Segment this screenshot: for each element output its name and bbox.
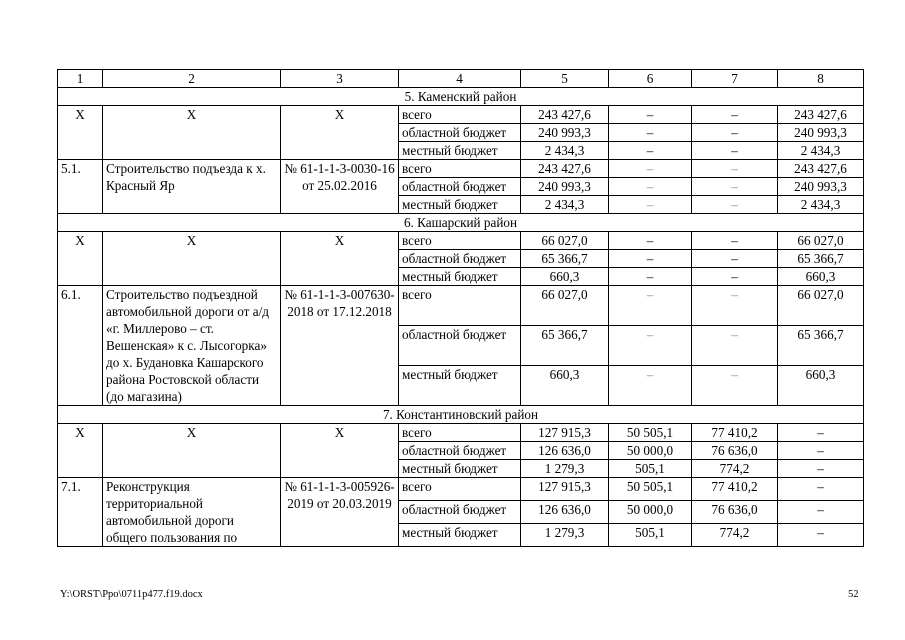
amount-cell: 65 366,7	[778, 250, 864, 268]
amount-cell: –	[692, 160, 778, 178]
object-name: X	[103, 232, 281, 286]
amount-cell: 240 993,3	[521, 124, 609, 142]
header-cell: 6	[609, 70, 692, 88]
section-title: 5. Каменский район	[58, 88, 864, 106]
amount-cell: 660,3	[521, 268, 609, 286]
document-number: X	[281, 106, 399, 160]
item-row	[58, 160, 864, 178]
amount-cell: 240 993,3	[778, 124, 864, 142]
document-number: X	[281, 232, 399, 286]
amount-cell: –	[778, 460, 864, 478]
document-number: № 61-1-1-3-007630-2018 от 17.12.2018	[281, 286, 399, 406]
amount-cell: 66 027,0	[521, 286, 609, 326]
budget-source: областной бюджет	[399, 250, 521, 268]
object-name: Строительство подъезда к х. Красный Яр	[103, 160, 281, 214]
row-number: 7.1.	[58, 478, 103, 547]
budget-source: местный бюджет	[399, 524, 521, 547]
header-cell: 2	[103, 70, 281, 88]
section-title: 6. Кашарский район	[58, 214, 864, 232]
amount-cell: 77 410,2	[692, 424, 778, 442]
amount-cell: –	[692, 178, 778, 196]
budget-source: областной бюджет	[399, 442, 521, 460]
amount-cell: 76 636,0	[692, 501, 778, 524]
amount-cell: 243 427,6	[778, 160, 864, 178]
amount-cell: 660,3	[778, 366, 864, 406]
amount-cell: 243 427,6	[521, 106, 609, 124]
amount-cell: 2 434,3	[521, 142, 609, 160]
amount-cell: –	[609, 178, 692, 196]
amount-cell: –	[692, 232, 778, 250]
amount-cell: 76 636,0	[692, 442, 778, 460]
amount-cell: –	[778, 501, 864, 524]
amount-cell: –	[609, 142, 692, 160]
budget-source: местный бюджет	[399, 142, 521, 160]
amount-cell: 240 993,3	[778, 178, 864, 196]
amount-cell: 126 636,0	[521, 501, 609, 524]
amount-cell: –	[692, 286, 778, 326]
amount-cell: –	[609, 250, 692, 268]
amount-cell: 126 636,0	[521, 442, 609, 460]
amount-cell: –	[609, 196, 692, 214]
document-number: X	[281, 424, 399, 478]
amount-cell: 50 505,1	[609, 478, 692, 501]
row-number: X	[58, 106, 103, 160]
total-row	[58, 232, 864, 250]
budget-source: всего	[399, 424, 521, 442]
total-row	[58, 106, 864, 124]
budget-source: областной бюджет	[399, 326, 521, 366]
section-title: 7. Константиновский район	[58, 406, 864, 424]
amount-cell: –	[609, 124, 692, 142]
amount-cell: 240 993,3	[521, 178, 609, 196]
amount-cell: 127 915,3	[521, 424, 609, 442]
amount-cell: –	[692, 124, 778, 142]
amount-cell: 660,3	[521, 366, 609, 406]
amount-cell: –	[692, 106, 778, 124]
amount-cell: –	[692, 366, 778, 406]
amount-cell: 50 505,1	[609, 424, 692, 442]
footer-file-path: Y:\ORST\Ppo\0711p477.f19.docx	[60, 589, 203, 600]
budget-source: всего	[399, 232, 521, 250]
amount-cell: 50 000,0	[609, 501, 692, 524]
amount-cell: 1 279,3	[521, 524, 609, 547]
amount-cell: 774,2	[692, 460, 778, 478]
amount-cell: 505,1	[609, 524, 692, 547]
budget-source: всего	[399, 478, 521, 501]
budget-source: областной бюджет	[399, 178, 521, 196]
amount-cell: –	[692, 196, 778, 214]
budget-source: областной бюджет	[399, 501, 521, 524]
amount-cell: 2 434,3	[521, 196, 609, 214]
amount-cell: 66 027,0	[521, 232, 609, 250]
amount-cell: 2 434,3	[778, 142, 864, 160]
amount-cell: 65 366,7	[521, 250, 609, 268]
amount-cell: –	[778, 424, 864, 442]
amount-cell: 1 279,3	[521, 460, 609, 478]
document-number: № 61-1-1-3-0030-16 от 25.02.2016	[281, 160, 399, 214]
header-cell: 7	[692, 70, 778, 88]
amount-cell: –	[609, 232, 692, 250]
amount-cell: –	[609, 366, 692, 406]
budget-source: областной бюджет	[399, 124, 521, 142]
amount-cell: 2 434,3	[778, 196, 864, 214]
budget-table	[57, 69, 864, 547]
amount-cell: –	[609, 106, 692, 124]
object-name: Реконструкция территориальной автомобильной дороги общего пользования по	[103, 478, 281, 547]
budget-source: всего	[399, 106, 521, 124]
object-name: Строительство подъездной автомобильной дороги от а/д «г. Миллерово – ст. Вешенская» к с. Лысогорка» до х. Будановка Кашарского района Ростовской области (до магазина)	[103, 286, 281, 406]
object-name: X	[103, 424, 281, 478]
budget-source: всего	[399, 286, 521, 326]
amount-cell: –	[692, 142, 778, 160]
amount-cell: –	[778, 524, 864, 547]
amount-cell: 774,2	[692, 524, 778, 547]
amount-cell: 505,1	[609, 460, 692, 478]
amount-cell: 127 915,3	[521, 478, 609, 501]
header-row	[58, 70, 864, 88]
budget-source: местный бюджет	[399, 196, 521, 214]
header-cell: 1	[58, 70, 103, 88]
amount-cell: –	[609, 326, 692, 366]
amount-cell: 65 366,7	[778, 326, 864, 366]
budget-source: местный бюджет	[399, 460, 521, 478]
section-title-row	[58, 214, 864, 232]
amount-cell: 77 410,2	[692, 478, 778, 501]
amount-cell: –	[609, 286, 692, 326]
amount-cell: 65 366,7	[521, 326, 609, 366]
item-row	[58, 478, 864, 501]
amount-cell: 243 427,6	[521, 160, 609, 178]
item-row	[58, 286, 864, 326]
page-number: 52	[848, 589, 859, 600]
amount-cell: 660,3	[778, 268, 864, 286]
row-number: 5.1.	[58, 160, 103, 214]
amount-cell: 66 027,0	[778, 232, 864, 250]
document-number: № 61-1-1-3-005926-2019 от 20.03.2019	[281, 478, 399, 547]
amount-cell: –	[692, 250, 778, 268]
budget-source: местный бюджет	[399, 366, 521, 406]
header-cell: 8	[778, 70, 864, 88]
amount-cell: 243 427,6	[778, 106, 864, 124]
header-cell: 3	[281, 70, 399, 88]
amount-cell: –	[692, 268, 778, 286]
budget-source: всего	[399, 160, 521, 178]
total-row	[58, 424, 864, 442]
amount-cell: –	[778, 478, 864, 501]
section-title-row	[58, 406, 864, 424]
row-number: X	[58, 232, 103, 286]
amount-cell: –	[778, 442, 864, 460]
object-name: X	[103, 106, 281, 160]
amount-cell: –	[692, 326, 778, 366]
amount-cell: 50 000,0	[609, 442, 692, 460]
budget-source: местный бюджет	[399, 268, 521, 286]
row-number: X	[58, 424, 103, 478]
header-cell: 4	[399, 70, 521, 88]
amount-cell: 66 027,0	[778, 286, 864, 326]
row-number: 6.1.	[58, 286, 103, 406]
amount-cell: –	[609, 268, 692, 286]
section-title-row	[58, 88, 864, 106]
header-cell: 5	[521, 70, 609, 88]
amount-cell: –	[609, 160, 692, 178]
